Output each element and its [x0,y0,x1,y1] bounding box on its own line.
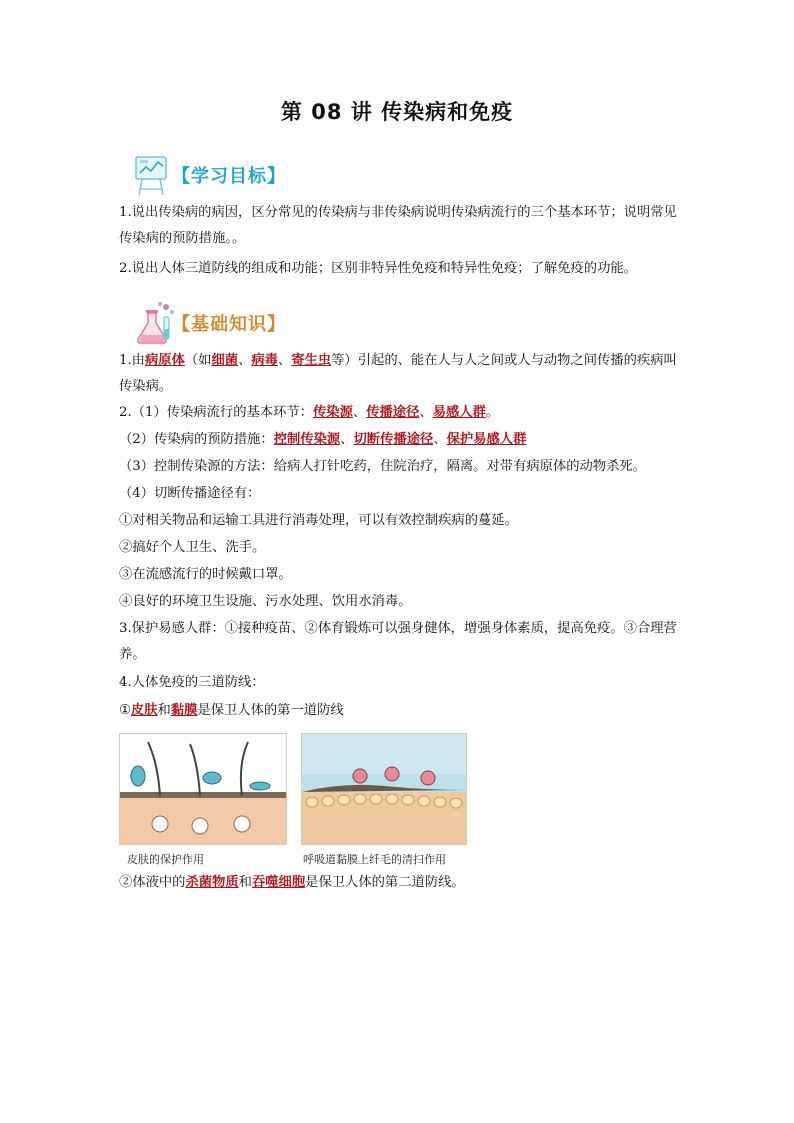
keyword-phagocytes: 吞噬细胞 [251,875,306,890]
paragraph-second-defense-line [119,870,679,896]
text: 和 [238,875,252,890]
keyword-virus: 病毒 [251,353,278,368]
paragraph-cut-route-heading: （4）切断传播途径有： [119,486,261,501]
figure-caption: 呼吸道黏膜上纤毛的清扫作用 [303,853,446,866]
list-item-hygiene: ②搞好个人卫生、洗手。 [119,540,266,555]
text: 、 [340,432,354,447]
text: ②体液中的 [119,875,186,890]
keyword-cut-route: 切断传播途径 [353,432,434,447]
text: 是保卫人体的第二道防线。 [305,875,465,890]
text: （2）传染病的预防措施： [119,432,274,447]
basic-knowledge-label: 【基础知识】 [172,314,286,335]
text: 2.（1）传染病流行的基本环节： [119,405,314,420]
paragraph-transmission-links [119,400,679,426]
list-item-mask: ③在流感流行的时候戴口罩。 [119,567,292,582]
keyword-pathogen: 病原体 [144,353,185,368]
basic-knowledge-header [130,298,286,348]
goal-item-2: 2.说出人体三道防线的组成和功能；区别非特异性免疫和特异性免疫；了解免疫的功能。 [119,261,637,276]
keyword-parasite: 寄生虫 [291,353,332,368]
figure-mucosa-cilia [301,733,467,867]
keyword-bactericidal-substances: 杀菌物质 [185,875,239,890]
text: 、 [277,353,292,368]
text: （如 [184,353,212,368]
keyword-skin: 皮肤 [130,703,158,718]
text: 是保卫人体的第一道防线 [197,703,344,718]
paragraph-protect-susceptible: 3.保护易感人群：①接种疫苗、②体育锻炼可以强身健体，增强身体素质，提高免疫。③合理营养。 [119,621,677,662]
paragraph-first-defense-line [119,698,679,724]
learning-goals-label: 【学习目标】 [172,166,286,187]
lab-flask-icon [130,299,178,347]
keyword-susceptible: 易感人群 [432,405,486,420]
text: 1.由 [119,353,145,368]
keyword-bacteria: 细菌 [211,353,239,368]
list-item-disinfection: ①对相关物品和运输工具进行消毒处理，可以有效控制疾病的蔓延。 [119,513,518,528]
text: 、 [419,405,433,420]
figure-skin-protection [119,733,287,867]
text: 、 [352,405,367,420]
learning-goals-header [130,150,286,200]
paragraph-three-defense-lines: 4.人体免疫的三道防线： [119,675,265,690]
text: 、 [238,353,252,368]
list-item-environment: ④良好的环境卫生设施、污水处理、饮用水消毒。 [119,594,412,609]
goal-item-1: 1.说出传染病的病因，区分常见的传染病与非传染病说明传染病流行的三个基本环节；说明常见传染病的预防措施。。 [119,205,677,246]
keyword-mucosa: 黏膜 [170,703,198,718]
text: 等）引起的、能在人与人之间或人与动物之间传播的疾病叫传染病。 [119,353,677,394]
paragraph-infectious-disease-definition [119,348,679,400]
paragraph-control-source-methods: （3）控制传染源的方法：给病人打针吃药，住院治疗，隔离。对带有病原体的动物杀死。 [119,459,647,474]
page-title: 第 08 讲 传染病和免疫 [280,100,514,124]
keyword-route: 传播途径 [366,405,420,420]
keyword-control-source: 控制传染源 [273,432,341,447]
text: 、 [433,432,447,447]
whiteboard-icon [130,151,178,199]
skin-illustration [119,733,287,845]
text: 。 [485,405,500,420]
keyword-protect-susceptible: 保护易感人群 [446,432,527,447]
mucosa-illustration [301,733,467,845]
keyword-source: 传染源 [313,405,353,420]
paragraph-prevention-measures [119,427,679,453]
text: 和 [157,703,171,718]
figure-caption: 皮肤的保护作用 [127,853,204,866]
text: ① [119,703,131,718]
